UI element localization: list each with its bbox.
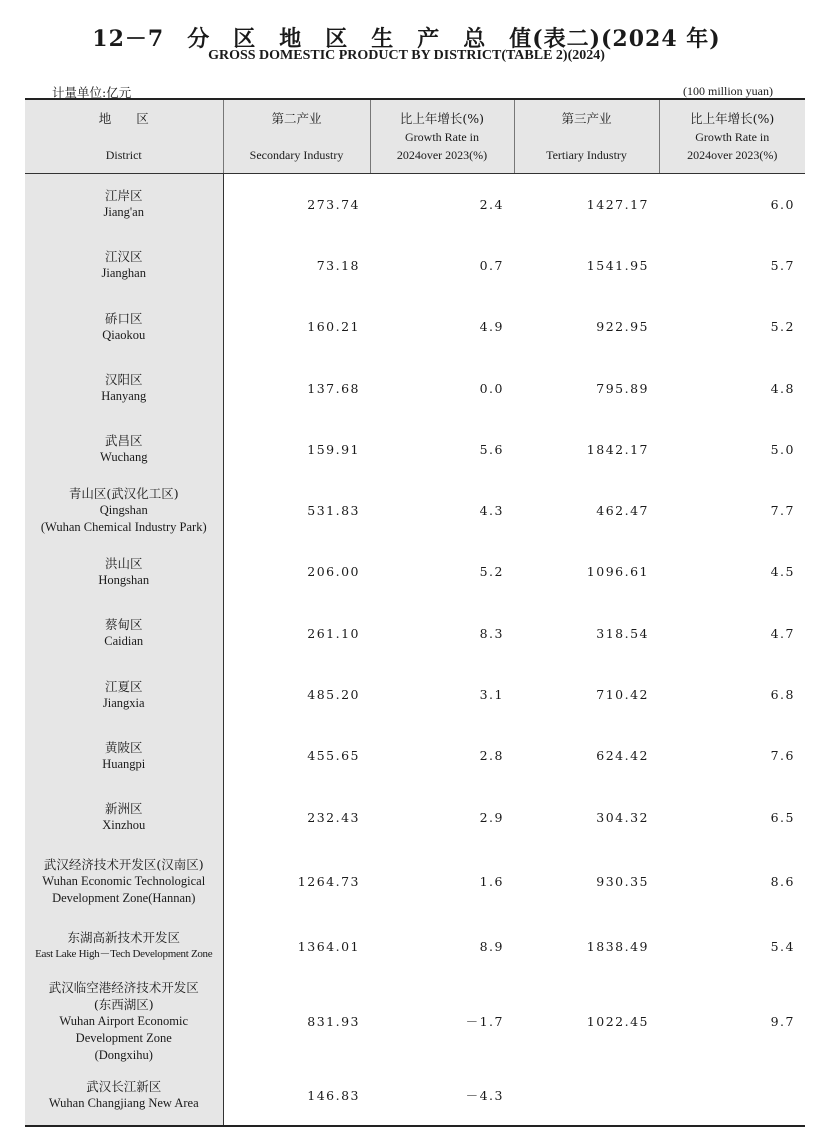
tertiary-value: 930.35 (596, 874, 649, 890)
tertiary-value: 624.42 (596, 748, 649, 764)
tertiary-value: 1541.95 (586, 257, 649, 273)
tertiary-growth-value: 5.0 (770, 441, 795, 457)
district-cell (25, 480, 223, 541)
district-name-en: Jianghan (101, 266, 146, 281)
table-row (25, 786, 805, 847)
unit-label-cn: 计量单位:亿元 (52, 85, 132, 100)
secondary-growth-value: 1.6 (479, 874, 504, 890)
page-subtitle: GROSS DOMESTIC PRODUCT BY DISTRICT(TABLE 2)(2024) (208, 48, 605, 63)
district-name-en-line2: Development Zone(Hannan) (52, 891, 196, 906)
secondary-value: 261.10 (307, 625, 360, 641)
district-name-cn: 黄陂区 (104, 739, 143, 755)
header-secondary-growth-en2: 2024over 2023(%) (396, 148, 488, 162)
district-cell (25, 357, 223, 418)
secondary-value: 232.43 (307, 809, 360, 825)
secondary-value: 1364.01 (297, 938, 360, 954)
tertiary-growth-value: 5.4 (770, 938, 795, 954)
district-name-en: Wuhan Changjiang New Area (48, 1096, 199, 1111)
district-name-en-line2: Development Zone (75, 1030, 172, 1045)
district-name-cn: 武汉长江新区 (86, 1079, 162, 1095)
tertiary-growth-value: 4.5 (770, 564, 795, 580)
secondary-growth-value: －4.3 (370, 1065, 514, 1126)
table-row (25, 977, 805, 1065)
district-name-cn: 江汉区 (104, 249, 143, 265)
table-row (25, 603, 805, 664)
header-district (25, 99, 223, 173)
secondary-growth-value: 2.8 (479, 748, 504, 764)
district-name-cn: 武昌区 (104, 433, 143, 449)
district-name-cn: 蔡甸区 (104, 617, 143, 633)
header-tertiary-en: Tertiary Industry (546, 148, 627, 162)
tertiary-growth-value: 6.0 (770, 196, 795, 212)
tertiary-value: 710.42 (596, 687, 649, 703)
header-secondary-growth-en1: Growth Rate in (405, 130, 479, 144)
secondary-growth-value: 2.4 (479, 196, 504, 212)
district-name-cn: 东湖高新技术开发区 (67, 930, 180, 946)
tertiary-growth-value: 4.7 (770, 625, 795, 641)
district-cell (25, 1065, 223, 1126)
district-name-en: Huangpi (102, 756, 146, 771)
secondary-growth-value: 5.2 (479, 564, 504, 580)
secondary-value: 137.68 (307, 380, 360, 396)
table-row (25, 664, 805, 725)
header-secondary (223, 99, 370, 173)
district-cell (25, 173, 223, 235)
secondary-value: 206.00 (307, 564, 360, 580)
tertiary-growth-value: 6.8 (770, 687, 795, 703)
secondary-growth-value: －1.7 (465, 1014, 504, 1030)
district-name-en: Wuchang (100, 450, 148, 465)
secondary-growth-value: 0.7 (479, 257, 504, 273)
district-name-en-line2: (Wuhan Chemical Industry Park) (40, 520, 207, 535)
district-name-cn: 新洲区 (104, 801, 143, 817)
district-name-en: Jiangxia (102, 695, 145, 710)
district-name-en: Xinzhou (102, 818, 146, 833)
district-cell (25, 296, 223, 357)
header-row (25, 99, 805, 173)
district-name-en: Hongshan (98, 572, 150, 587)
tertiary-value: 304.32 (596, 809, 649, 825)
table-row (25, 725, 805, 786)
tertiary-value (514, 1065, 659, 1126)
district-cell (25, 541, 223, 602)
tertiary-value: 795.89 (596, 380, 649, 396)
tertiary-value: 318.54 (596, 625, 649, 641)
tertiary-growth-value: 6.5 (770, 809, 795, 825)
secondary-growth-value: 8.9 (479, 938, 504, 954)
district-cell (25, 664, 223, 725)
district-cell (25, 848, 223, 916)
district-name-en: Hanyang (101, 389, 147, 404)
page-title: 12－7 分 区 地 区 生 产 总 值(表二)(2024 年) (92, 26, 721, 52)
tertiary-value: 1838.49 (586, 938, 649, 954)
header-secondary-cn: 第二产业 (271, 111, 322, 126)
header-district-cn: 地 区 (98, 111, 149, 126)
district-name-cn: 汉阳区 (104, 372, 143, 388)
tertiary-value: 1096.61 (586, 564, 649, 580)
secondary-value: 531.83 (307, 503, 360, 519)
secondary-value: 455.65 (307, 748, 360, 764)
table-row (25, 235, 805, 296)
district-name-cn: 青山区(武汉化工区) (68, 486, 179, 502)
secondary-growth-value: 8.3 (479, 625, 504, 641)
secondary-growth-value: 3.1 (479, 687, 504, 703)
secondary-value: 485.20 (307, 687, 360, 703)
district-name-cn-line2: (东西湖区) (93, 996, 154, 1012)
header-district-en: District (105, 148, 142, 162)
tertiary-growth-value (659, 1065, 805, 1126)
secondary-value: 160.21 (307, 319, 360, 335)
table-row (25, 480, 805, 541)
district-name-cn: 江夏区 (104, 678, 143, 694)
header-tertiary-growth-cn: 比上年增长(%) (690, 111, 775, 126)
tertiary-growth-value: 7.7 (770, 503, 795, 519)
district-cell (25, 725, 223, 786)
district-name-en: Wuhan Airport Economic (59, 1013, 189, 1028)
district-name-en: Caidian (104, 634, 144, 649)
tertiary-value: 922.95 (596, 319, 649, 335)
header-tertiary-growth-en1: Growth Rate in (695, 130, 770, 144)
secondary-value: 1264.73 (297, 874, 360, 890)
secondary-value: 831.93 (307, 1013, 360, 1029)
table-row (25, 296, 805, 357)
secondary-value: 159.91 (307, 441, 360, 457)
secondary-growth-value: 4.3 (479, 503, 504, 519)
district-name-cn: 洪山区 (104, 555, 143, 571)
tertiary-growth-value: 9.7 (770, 1013, 795, 1029)
header-secondary-growth (370, 99, 514, 173)
unit-label-en: (100 million yuan) (683, 84, 773, 98)
tertiary-growth-value: 8.6 (770, 874, 795, 890)
district-cell (25, 235, 223, 296)
district-name-cn: 武汉临空港经济技术开发区 (48, 979, 199, 995)
secondary-value: 73.18 (316, 257, 360, 273)
district-name-en: Jiang'an (103, 205, 144, 220)
district-name-cn: 硚口区 (104, 310, 143, 326)
district-name-en-line3: (Dongxihu) (94, 1047, 153, 1062)
district-name-cn: 武汉经济技术开发区(汉南区) (43, 857, 204, 873)
gdp-table (25, 98, 805, 1127)
table-row (25, 173, 805, 235)
header-secondary-en: Secondary Industry (249, 148, 344, 162)
secondary-growth-value: 0.0 (479, 380, 504, 396)
tertiary-value: 1427.17 (586, 196, 649, 212)
district-name-en: Qingshan (99, 503, 148, 518)
district-name-cn: 江岸区 (104, 188, 143, 204)
district-cell (25, 603, 223, 664)
header-tertiary-cn: 第三产业 (561, 111, 612, 126)
header-tertiary-growth (659, 99, 805, 173)
tertiary-growth-value: 4.8 (770, 380, 795, 396)
table-row (25, 916, 805, 977)
secondary-growth-value: 2.9 (479, 809, 504, 825)
tertiary-value: 1842.17 (586, 441, 649, 457)
header-secondary-growth-cn: 比上年增长(%) (399, 111, 485, 126)
table-row (25, 357, 805, 418)
district-cell (25, 786, 223, 847)
table-row (25, 541, 805, 602)
district-cell (25, 916, 223, 977)
district-name-en: Qiaokou (102, 327, 146, 342)
tertiary-value: 462.47 (596, 503, 649, 519)
district-cell (25, 977, 223, 1065)
header-tertiary-growth-en2: 2024over 2023(%) (687, 148, 778, 162)
header-tertiary (514, 99, 659, 173)
secondary-value: 273.74 (307, 196, 360, 212)
tertiary-growth-value: 5.7 (770, 257, 795, 273)
secondary-growth-value: 4.9 (479, 319, 504, 335)
district-name-en: Wuhan Economic Technological (42, 874, 206, 889)
tertiary-value: 1022.45 (586, 1013, 649, 1029)
secondary-growth-value: 5.6 (479, 441, 504, 457)
table-row (25, 419, 805, 480)
tertiary-growth-value: 7.6 (770, 748, 795, 764)
table-row (25, 848, 805, 916)
table-row (25, 1065, 805, 1126)
tertiary-growth-value: 5.2 (770, 319, 795, 335)
district-name-en: East Lake High－Tech Development Zone (35, 948, 213, 961)
district-cell (25, 419, 223, 480)
secondary-value: 146.83 (223, 1065, 370, 1126)
